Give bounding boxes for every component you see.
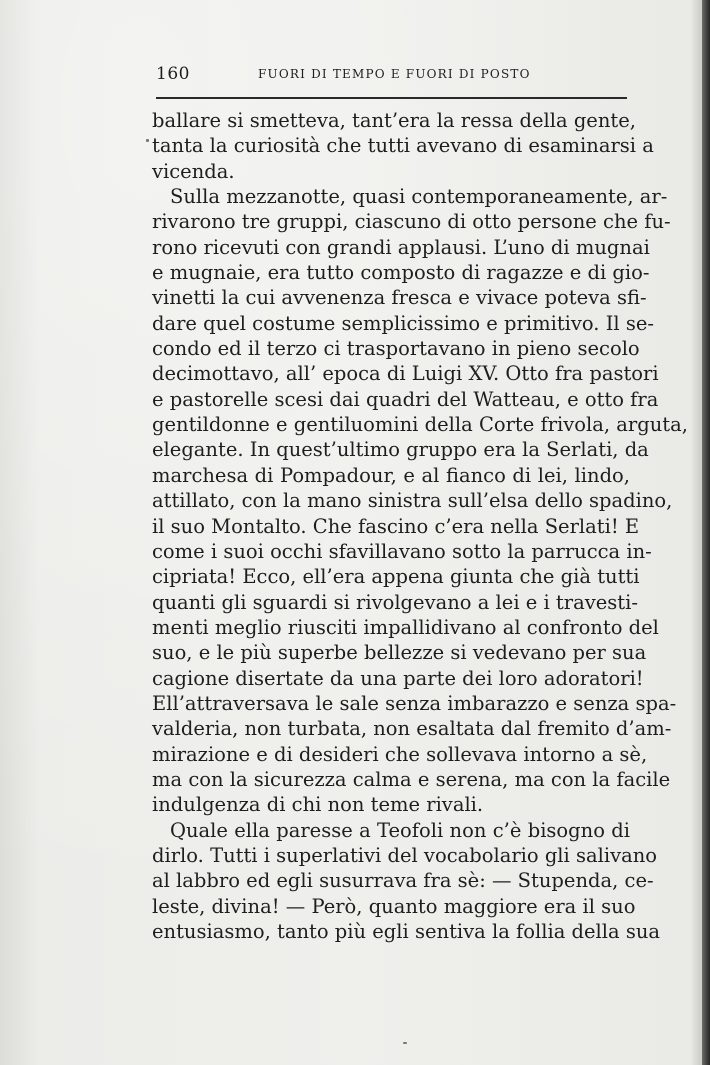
book-spine-shadow: [702, 0, 710, 1065]
text-line: quanti gli sguardi si rivolgevano a lei e i travesti-: [152, 590, 638, 614]
text-line: indulgenza di chi non teme rivali.: [152, 793, 484, 817]
text-line: suo, e le più superbe bellezze si vedevano per sua: [152, 641, 647, 665]
text-line: dirlo. Tutti i superlativi del vocabolario gli salivano: [152, 843, 658, 867]
text-line: mirazione e di desideri che sollevava intorno a sè,: [152, 742, 648, 766]
text-line: gentildonne e gentiluomini della Corte frivola, arguta,: [152, 413, 688, 437]
body-text: [152, 108, 688, 944]
text-line: Sulla mezzanotte, quasi contemporaneamente, ar-: [170, 185, 668, 209]
text-line: rivarono tre gruppi, ciascuno di otto persone che fu-: [152, 210, 671, 234]
page-header: [150, 64, 628, 88]
text-line: leste, divina! — Però, quanto maggiore era il suo: [152, 894, 636, 918]
text-line: e pastorelle scesi dai quadri del Watteau, e otto fra: [152, 387, 659, 411]
text-line: cagione disertate da una parte dei loro adoratori!: [152, 666, 644, 690]
text-line: valderia, non turbata, non esaltata dal fremito d’am-: [152, 717, 672, 741]
text-line: al labbro ed egli susurrava fra sè: — Stupenda, ce-: [152, 869, 654, 893]
text-line: ma con la sicurezza calma e serena, ma con la facile: [152, 767, 671, 791]
text-line: condo ed il terzo ci trasportavano in pieno secolo: [152, 337, 640, 361]
text-line: come i suoi occhi sfavillavano sotto la parrucca in-: [152, 539, 652, 563]
text-line: elegante. In quest’ultimo gruppo era la Serlati, da: [152, 438, 649, 462]
text-line: decimottavo, all’ epoca di Luigi XV. Otto fra pastori: [152, 362, 659, 386]
text-line: ballare si smetteva, tant’era la ressa della gente,: [152, 109, 636, 132]
text-line: e mugnaie, era tutto composto di ragazze e di gio-: [152, 261, 650, 285]
header-rule: [156, 97, 627, 99]
text-line: attillato, con la mano sinistra sull’elsa dello spadino,: [152, 489, 673, 513]
text-line: entusiasmo, tanto più egli sentiva la follia della sua: [152, 920, 661, 943]
text-line: cipriata! Ecco, ell’era appena giunta che già tutti: [152, 565, 640, 589]
text-line: dare quel costume semplicissimo e primitivo. Il se-: [152, 311, 654, 335]
page-number: 160: [156, 64, 190, 84]
text-line: Quale ella paresse a Teofoli non c’è bisogno di: [170, 818, 630, 842]
text-line: vicenda.: [152, 159, 235, 183]
text-line: rono ricevuti con grandi applausi. L’uno di mugnai: [152, 235, 650, 259]
text-line: menti meglio riusciti impallidivano al confronto del: [152, 615, 659, 639]
text-line: Ell’attraversava le sale senza imbarazzo e senza spa-: [152, 691, 677, 715]
text-line: il suo Montalto. Che fascino c’era nella Serlati! E: [152, 514, 640, 538]
text-line: tanta la curiosità che tutti avevano di esaminarsi a: [152, 134, 654, 158]
paper-speck: [146, 139, 149, 142]
paper-speck: [403, 1042, 407, 1044]
text-line: vinetti la cui avvenenza fresca e vivace poteva sfi-: [152, 286, 647, 310]
text-line: marchesa di Pompadour, e al fianco di lei, lindo,: [152, 463, 630, 487]
running-title: FUORI DI TEMPO E FUORI DI POSTO: [258, 67, 531, 81]
